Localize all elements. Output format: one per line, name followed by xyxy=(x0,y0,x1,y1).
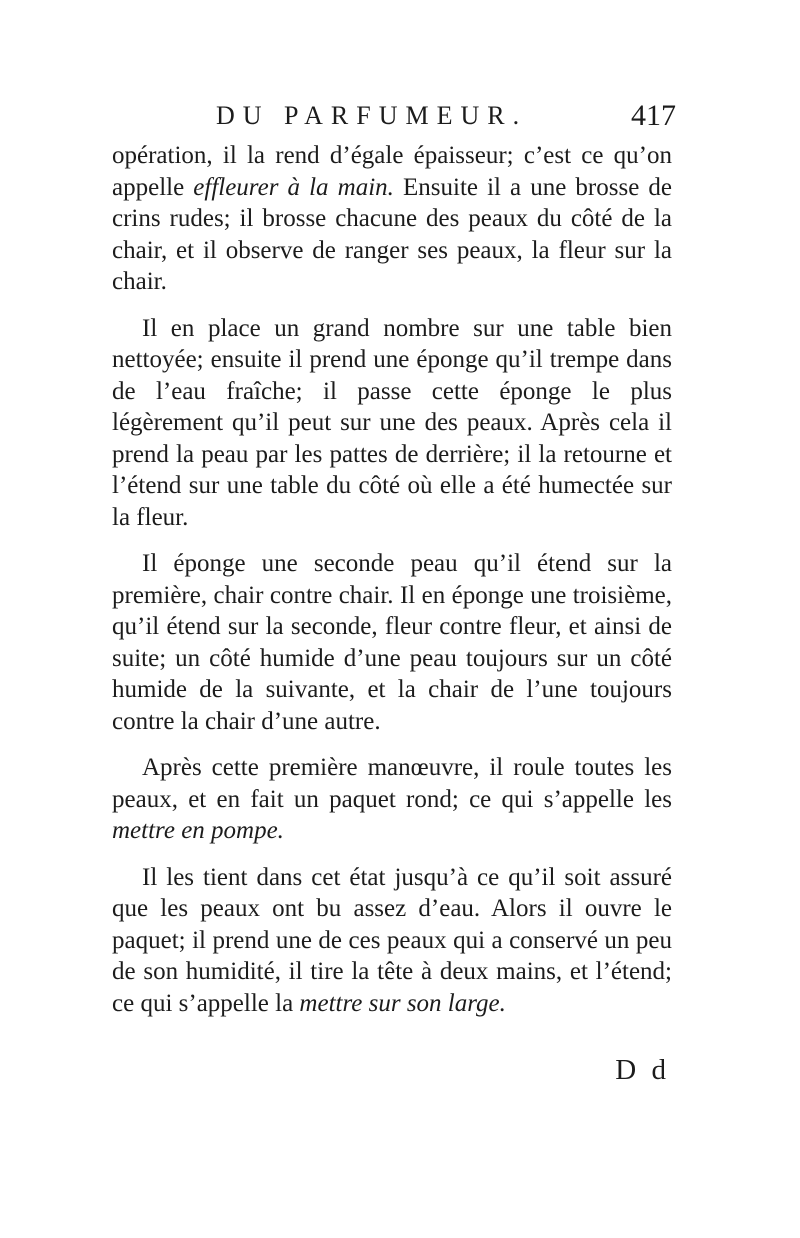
running-head xyxy=(116,98,676,138)
paragraph-3: Il éponge une seconde peau qu’il étend sur la première, chair contre chair. Il en éponge une troisième, qu’il étend sur la seconde, fleur contre fleur, et ainsi de suite; un côté humide d’une peau toujours sur un côté humide de la suivante, et la chair de l’une toujours contre la chair d’une autre. xyxy=(112,550,672,735)
paragraph-4 xyxy=(112,752,672,847)
paragraph-2: Il en place un grand nombre sur une table bien nettoyée; ensuite il prend une éponge qu’il trempe dans de l’eau fraîche; il passe cette éponge le plus légèrement qu’il peut sur une des peaux. Après cela il prend la peau par les pattes de derrière; il la retourne et l’étend sur une table du côté où elle a été humectée sur la fleur. xyxy=(112,314,672,531)
running-title: DU PARFUMEUR. xyxy=(216,101,528,130)
paragraph-5-text-a: Il les tient dans cet état jusqu’à ce qu’il soit assuré que les peaux ont bu assez d’eau. Alors il ouvre le paquet; il prend une de ces peaux qui a conservé un peu de son humidité, il tire la tête à deux mains, et l’étend; ce qui s’appelle la xyxy=(112,863,672,1017)
paragraph-1-text-c: Ensuite il a une brosse de crins rudes; il brosse chacune des peaux du côté de la chair, et il observe de ranger ses peaux, la fleur sur la chair. xyxy=(112,173,672,295)
paragraph-4-text-a: Après cette première manœuvre, il roule toutes les peaux, et en fait un paquet rond; ce qui s’appelle les xyxy=(112,754,672,813)
body-text xyxy=(112,140,672,1034)
paragraph-1-text-a: opération, il la rend d’égale épaisseur; c’est ce qu’on appelle xyxy=(112,142,672,201)
page-number: 417 xyxy=(631,99,676,132)
paragraph-1-italic: effleurer à la main. xyxy=(193,173,394,201)
signature-mark: D d xyxy=(615,1054,670,1086)
paragraph-5-italic: mettre sur son large. xyxy=(299,989,506,1017)
paragraph-4-italic: mettre en pompe. xyxy=(112,817,284,844)
paragraph-1 xyxy=(112,140,672,298)
paragraph-5 xyxy=(112,862,672,1020)
